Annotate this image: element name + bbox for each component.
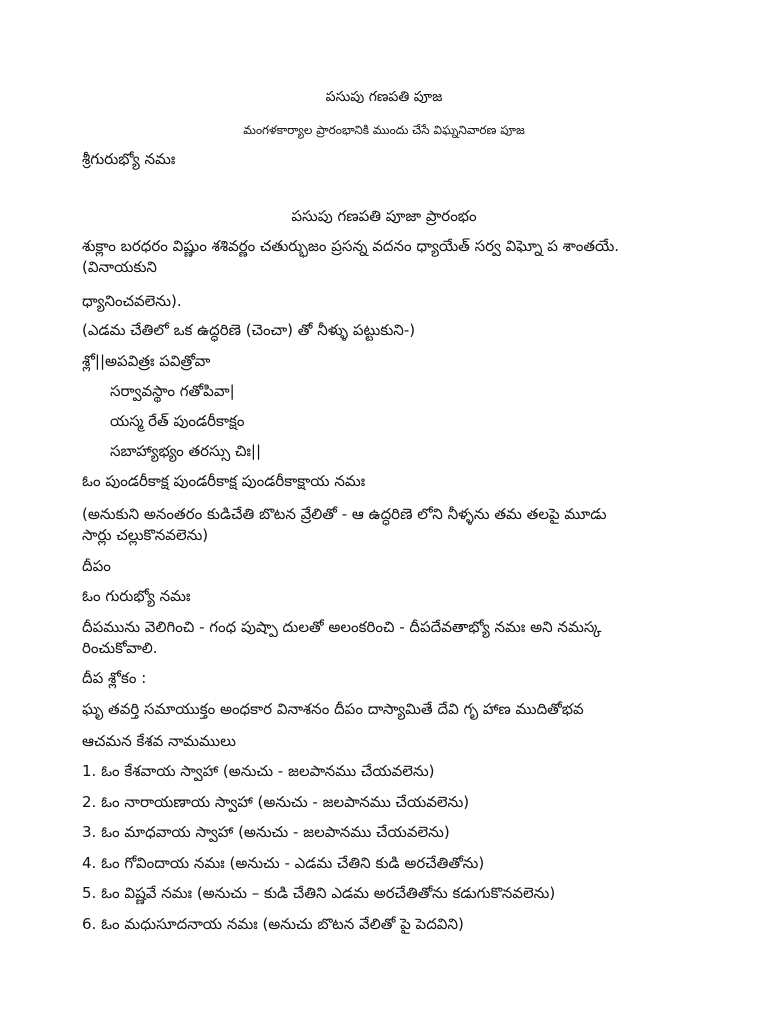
page-subtitle: మంగళకార్యాల ప్రారంభానికి ముందు చేసే విఘ్ననివారణ పూజ [243, 123, 525, 137]
guru-salutation: శ్రీగురుభ్యో నమః [82, 150, 176, 168]
list-item: 3. ఓం మాధవాయ స్వాహా (అనుచు - జలపానము చేయవలెను) [82, 823, 450, 841]
anukuni-line-1: (అనుకుని అనంతరం కుడిచేతి బొటన వ్రేలితో - ఆ ఉద్ధరిణె లోని నీళ్ళను తమ తలపై మూడు [82, 505, 607, 523]
deepam-label: దీపం [82, 557, 111, 575]
sloka-line-4: సబాహ్యాభ్యం తరస్సు చిః|| [110, 442, 262, 460]
sloka-heading: శ్లో||అపవిత్రః పవిత్రోవా [82, 352, 211, 370]
achamana-heading: ఆచమన కేశవ నామములు [82, 732, 236, 750]
deepa-sloka-label: దీప శ్లోకం : [82, 669, 147, 687]
list-item: 1. ఓం కేశవాయ స్వాహా (అనుచు - జలపానము చేయవలెను) [82, 762, 435, 780]
sloka-line-3: యస్మ రేత్ పుండరీకాక్షం [110, 412, 245, 430]
shuklam-line-2: (వినాయకుని [82, 258, 157, 276]
deepamunu-line-2: రించుకోవాలి. [82, 639, 158, 657]
anukuni-line-2: సార్లు చల్లుకొనవలెను) [82, 526, 209, 544]
dhyana-line: ధ్యానించవలెను). [82, 292, 182, 310]
om-gurubhyo-line: ఓం గురుభ్యో నమః [82, 587, 191, 605]
list-item: 6. ఓం మధుసూదనాయ నమః (అనుచు బొటన వేలితో పై పెదవిని) [82, 915, 464, 933]
ghruta-line: ఘృ తవర్తి సమాయుక్తం అంధకార వినాశనం దీపం దాస్యామితే దేవి గృ హాణ ముదితోభవ [82, 700, 584, 718]
list-item: 5. ఓం విష్ణవే నమః (అనుచు – కుడి చేతిని ఎడమ అరచేతితోను కడుగుకొనవలెను) [82, 884, 556, 902]
list-item: 2. ఓం నారాయణాయ స్వాహా (అనుచు - జలపానము చేయవలెను) [82, 793, 470, 811]
om-pundarika-line: ఓం పుండరీకాక్ష పుండరీకాక్ష పుండరీకాక్షాయ నమః [82, 472, 366, 490]
page-title: పసుపు గణపతి పూజ [325, 89, 443, 105]
section-heading: పసుపు గణపతి పూజా ప్రారంభం [291, 207, 477, 225]
shuklam-line-1: శుక్లాం బరధరం విష్ణుం శశివర్ణం చతుర్భుజం ప్రసన్న వదనం ధ్యాయేత్ సర్వ విఘ్నో ప శాంతయే. [82, 237, 620, 255]
uddharini-line: (ఎడమ చేతిలో ఒక ఉద్ధరిణె (చెంచా) తో నీళ్ళు పట్టుకుని-) [82, 321, 416, 339]
deepamunu-line-1: దీపమును వెలిగించి - గంధ పుష్పా దులతో అలంకరించి - దీపదేవతాభ్యో నమః అని నమస్క [82, 618, 602, 636]
sloka-line-2: సర్వావస్థాం గతోపివా| [110, 382, 235, 400]
list-item: 4. ఓం గోవిందాయ నమః (అనుచు - ఎడమ చేతిని కుడి అరచేతితోను) [82, 854, 485, 872]
